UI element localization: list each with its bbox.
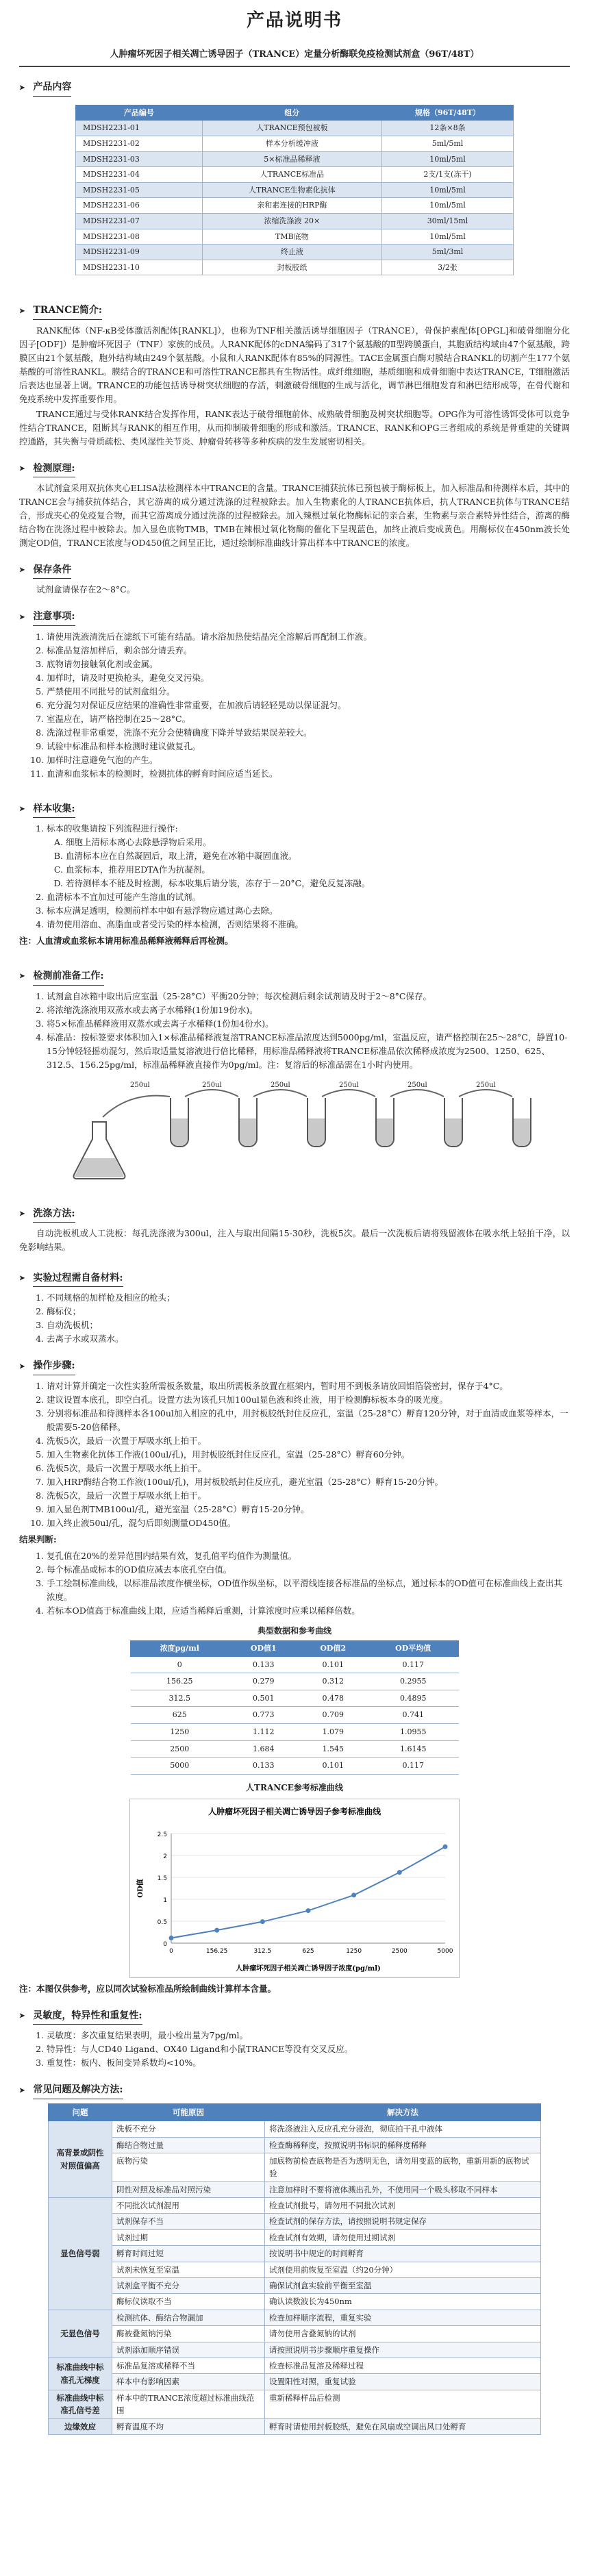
content-table-cell: 人TRANCE预包被板: [202, 121, 381, 136]
data-table-cell: 2500: [131, 1740, 229, 1758]
content-table-cell: 10ml/5ml: [382, 182, 514, 198]
content-table-row: [76, 151, 514, 167]
trouble-cause-cell: 孵育时间过短: [112, 2246, 265, 2262]
trouble-cause-cell: 酶被叠氮钠污染: [112, 2326, 265, 2342]
trouble-solution-cell: 确认读数波长为450nm: [265, 2294, 541, 2310]
trouble-solution-cell: 确保试剂盒实验前平衡至室温: [265, 2278, 541, 2294]
trouble-table-header: 解决方法: [265, 2103, 541, 2121]
trouble-solution-cell: 请勿使用含叠氮钠的试剂: [265, 2326, 541, 2342]
x-tick-label: 1250: [346, 1947, 362, 1955]
section-content-heading: ➤ 产品内容: [19, 79, 570, 96]
data-table-cell: 0.117: [368, 1758, 459, 1775]
content-table-cell: MDSH2231-03: [76, 151, 203, 167]
trouble-cause-cell: 试剂盒平衡不充分: [112, 2278, 265, 2294]
x-tick-label: 0: [169, 1947, 173, 1955]
section-notes-heading: ➤ 注意事项:: [19, 609, 570, 625]
data-table-header: 浓度pg/ml: [131, 1641, 229, 1657]
trouble-table-row: [49, 2121, 541, 2137]
trouble-table-row: [49, 2390, 541, 2418]
content-table-cell: TMB底物: [202, 229, 381, 245]
data-table-cell: 1.684: [229, 1740, 298, 1758]
x-axis-label: 人肿瘤坏死因子相关凋亡诱导因子浓度(pg/ml): [236, 1964, 381, 1973]
series-line: [171, 1847, 445, 1938]
data-table-row: [131, 1707, 459, 1724]
trouble-cause-cell: 阴性对照及标准品对照污染: [112, 2181, 265, 2197]
collection-sublist: [47, 836, 570, 890]
content-table-cell: 10ml/5ml: [382, 151, 514, 167]
section-principle-heading: ➤ 检测原理:: [19, 461, 570, 477]
bullet-arrow-icon: ➤: [19, 805, 25, 814]
note-item: 1. 请使用洗液清洗后在滤纸下可能有结晶。请水浴加热使结晶完全溶解后再配制工作液。: [47, 630, 570, 644]
material-item: 4. 去离子水或双蒸水。: [47, 1332, 570, 1346]
trouble-table-row: [49, 2418, 541, 2434]
note-item: 11. 血清和血浆标本的检测时，检测抗体的孵育时间应适当延长。: [47, 767, 570, 781]
content-table-row: [76, 121, 514, 136]
trouble-problem-cell: 边缘效应: [49, 2418, 112, 2434]
result-item: 2. 每个标准品或标本的OD值应减去本底孔空白值。: [47, 1563, 570, 1577]
collection-item: 1. 标本的收集请按下列流程进行操作: A. 细胞上清标本离心去除悬浮物后采用。 B. 血清标本应在自然凝固后，取上清，避免在冰箱中凝固血液。 C. 血浆标本，推荐用EDTA作为抗凝剂。 D. 若待测样本不能及时检测，标本收集后请分装，冻存于－20°C，避免反复冻融。: [47, 822, 570, 890]
step-item: 2. 建议设置本底孔，即空白孔。设置方法为该孔只加100ul显色液和终止液，用于检测酶标板本身的吸光度。: [47, 1393, 570, 1407]
data-table-cell: 1.079: [299, 1723, 368, 1740]
data-point: [443, 1845, 448, 1849]
note-item: 10. 加样时注意避免气泡的产生。: [47, 753, 570, 767]
data-point: [169, 1936, 174, 1940]
trouble-cause-cell: 孵育温度不均: [112, 2418, 265, 2434]
data-table-row: [131, 1740, 459, 1758]
data-point: [351, 1892, 356, 1897]
results-title: 结果判断:: [19, 1534, 57, 1545]
data-table-cell: 1.112: [229, 1723, 298, 1740]
note-item: 7. 室温应在，请严格控制在25～28°C。: [47, 712, 570, 726]
sensitivity-item: 2. 特异性：与人CD40 Ligand、OX40 Ligand和小鼠TRANCE等没有交叉反应。: [47, 2042, 570, 2056]
document-page: [0, 7, 589, 2443]
trouble-solution-cell: 设置阳性对照，重复试验: [265, 2374, 541, 2390]
bullet-arrow-icon: ➤: [19, 2086, 25, 2094]
data-table-header: OD值1: [229, 1641, 298, 1657]
trouble-solution-cell: 请按照说明书步骤顺序重复操作: [265, 2342, 541, 2358]
material-item: 2. 酶标仪；: [47, 1305, 570, 1318]
trouble-table-row: [49, 2262, 541, 2277]
trouble-table-row: [49, 2181, 541, 2197]
content-table-row: [76, 182, 514, 198]
data-table-caption: 典型数据和参考曲线: [257, 1625, 331, 1636]
test-tube-icon: [170, 1098, 189, 1147]
data-table-cell: 1.545: [299, 1740, 368, 1758]
data-table-cell: 0.4895: [368, 1690, 459, 1707]
result-item: 1. 复孔值在20%的差异范围内结果有效，复孔值平均值作为测量值。: [47, 1549, 570, 1563]
trouble-table-row: [49, 2310, 541, 2325]
trouble-cause-cell: 酶结合物过量: [112, 2137, 265, 2153]
trouble-solution-cell: 检查试剂批号，请勿用不同批次试剂: [265, 2198, 541, 2214]
trouble-solution-cell: 将洗涤液注入反应孔充分浸泡，彻底拍干孔中液体: [265, 2121, 541, 2137]
content-table-row: [76, 260, 514, 275]
trouble-solution-cell: 试剂使用前恢复至室温（约20分钟）: [265, 2262, 541, 2277]
x-tick-label: 5000: [437, 1947, 453, 1955]
collection-item: 2. 血清标本不宜加过可能产生溶血的试剂。: [47, 890, 570, 904]
trouble-table-header: 问题: [49, 2103, 112, 2121]
content-table-cell: MDSH2231-08: [76, 229, 203, 245]
step-item: 10. 加入终止液50ul/孔，混匀后即刻测量OD450值。: [47, 1516, 570, 1530]
note-item: 3. 底物请勿接触氧化剂或金属。: [47, 658, 570, 671]
data-table-cell: 0.101: [299, 1656, 368, 1673]
material-item: 1. 不同规格的加样枪及相应的枪头；: [47, 1291, 570, 1305]
content-table: [75, 105, 514, 276]
trouble-solution-cell: 按说明书中规定的时间孵育: [265, 2246, 541, 2262]
content-table-cell: 30ml/15ml: [382, 213, 514, 229]
content-table-cell: 人TRANCE生物素化抗体: [202, 182, 381, 198]
standard-curve-svg: [130, 1799, 459, 1977]
intro-paragraph: TRANCE通过与受体RANK结合发挥作用，RANK表达于破骨细胞前体、成熟破骨细胞及树突状细胞等。OPG作为可溶性诱饵受体可以竞争性结合TRANCE，阻断其与RANK的相互作用，从而抑制破骨细胞的形成和激活。TRANCE、RANK和OPG三者组成的系统是骨重建的关键调控通路，其失衡与骨质疏松、类风湿性关节炎、肿瘤骨转移等多种疾病的发生发展密切相关。: [19, 408, 570, 447]
intro-paragraph: RANK配体（NF-κB受体激活剂配体[RANKL]），也称为TNF相关激活诱导细胞因子（TRANCE），骨保护素配体[OPGL]和破骨细胞分化因子[ODF]）是肿瘤坏死因子（TNF）家族的成员。人RANK配体的cDNA编码了317个氨基酸的Ⅱ型跨膜蛋白，其胞质结构域由47个氨基酸，跨膜区由21个氨基酸，胞外结构域由249个氨基酸。小鼠和人RANK配体有85%的同源性。TACE金属蛋白酶对膜结合RANKL的切割产生177个氨基酸的可溶性RANKL。膜结合的TRANCE和可溶性TRANCE都具有生物活性。成纤维细胞，基质细胞和成骨细胞中表达TRANCE，T细胞激活后表达也显著上调。TRANCE的功能包括诱导树突状细胞的存活，刺激破骨细胞的生成与活化，调节淋巴细胞发育和淋巴结形成等，在骨代谢和免疫系统中发挥重要作用。: [19, 325, 570, 404]
trouble-table-row: [49, 2137, 541, 2153]
section-intro-heading: ➤ TRANCE简介:: [19, 303, 570, 319]
preparation-item: 2. 将浓缩洗涤液用双蒸水或去离子水稀释(1份加19份水)。: [47, 1003, 570, 1017]
section-collection-heading: ➤ 样本收集:: [19, 801, 570, 818]
y-tick-label: 2: [163, 1853, 167, 1860]
test-tube-icon: [512, 1098, 531, 1147]
storage-text: 试剂盒请保存在2～8°C。: [36, 584, 136, 595]
step-item: 1. 请对计算并确定一次性实验所需板条数量，取出所需板条放置在框架内，暂时用不到板条请放回铝箔袋密封，保存于4°C。: [47, 1379, 570, 1393]
sensitivity-list: [19, 2029, 570, 2070]
step-item: 8. 洗板5次，最后一次置于厚吸水纸上拍干。: [47, 1489, 570, 1503]
content-table-row: [76, 136, 514, 151]
data-table-header: OD平均值: [368, 1641, 459, 1657]
trouble-problem-cell: 无显色信号: [49, 2310, 112, 2358]
dilution-volume-label: 250ul: [408, 1081, 427, 1089]
bullet-arrow-icon: ➤: [19, 1275, 25, 1283]
y-axis-label: OD值: [137, 1879, 145, 1898]
trouble-cause-cell: 酶标仪读取不当: [112, 2294, 265, 2310]
step-item: 4. 洗板5次，最后一次置于厚吸水纸上拍干。: [47, 1434, 570, 1448]
collection-subitem: A. 细胞上清标本离心去除悬浮物后采用。: [66, 836, 570, 849]
content-table-cell: 5ml/3ml: [382, 245, 514, 260]
section-sensitivity-heading: ➤ 灵敏度，特异性和重复性:: [19, 2008, 570, 2025]
collection-item: 3. 标本应满足透明，检测前样本中如有悬浮物应通过离心去除。: [47, 904, 570, 918]
document-title: 产品说明书: [246, 10, 342, 31]
trouble-problem-cell: 显色信号弱: [49, 2198, 112, 2310]
data-table-cell: 0.133: [229, 1656, 298, 1673]
trouble-table-row: [49, 2294, 541, 2310]
trouble-cause-cell: 试剂过期: [112, 2229, 265, 2245]
content-table-cell: MDSH2231-10: [76, 260, 203, 275]
trouble-table-row: [49, 2153, 541, 2181]
collection-subitem: B. 血清标本应在自然凝固后，取上清，避免在冰箱中凝固血液。: [66, 849, 570, 863]
bullet-arrow-icon: ➤: [19, 464, 25, 473]
trouble-solution-cell: 重新稀释样品后检测: [265, 2390, 541, 2418]
data-table-body: [131, 1656, 459, 1774]
content-table-cell: 3/2张: [382, 260, 514, 275]
content-table-cell: 10ml/5ml: [382, 198, 514, 214]
materials-list: [19, 1291, 570, 1346]
trouble-table-row: [49, 2342, 541, 2358]
trouble-cause-cell: 试剂未恢复至室温: [112, 2262, 265, 2277]
data-table-row: [131, 1656, 459, 1673]
content-table-row: [76, 198, 514, 214]
x-tick-label: 156.25: [205, 1947, 228, 1955]
bullet-arrow-icon: ➤: [19, 1210, 25, 1218]
data-table-cell: 5000: [131, 1758, 229, 1775]
trouble-table-row: [49, 2198, 541, 2214]
section-troubleshoot-heading: ➤ 常见问题及解决方法:: [19, 2082, 570, 2099]
section-wash-heading: ➤ 洗涤方法:: [19, 1206, 570, 1223]
trouble-solution-cell: 检查酶稀释度，按照说明书标识的稀释度稀释: [265, 2137, 541, 2153]
steps-list: [19, 1379, 570, 1530]
note-item: 5. 严禁使用不同批号的试剂盒组分。: [47, 685, 570, 699]
content-table-cell: 10ml/5ml: [382, 229, 514, 245]
data-point: [306, 1908, 311, 1913]
trouble-table-row: [49, 2358, 541, 2373]
wash-text: 自动洗板机或人工洗板：每孔洗涤液为300ul，注入与取出间隔15-30秒，洗板5次。最后一次洗板后请将残留液体在吸水纸上轻拍干净，以免影响结果。: [19, 1228, 570, 1253]
content-table-cell: MDSH2231-09: [76, 245, 203, 260]
content-table-cell: 封板胶纸: [202, 260, 381, 275]
data-table-cell: 1250: [131, 1723, 229, 1740]
content-table-row: [76, 167, 514, 183]
data-point: [397, 1870, 402, 1875]
data-table-cell: 0.312: [299, 1673, 368, 1690]
content-table-row: [76, 229, 514, 245]
notes-list: [19, 630, 570, 781]
data-table-cell: 0.478: [299, 1690, 368, 1707]
bullet-arrow-icon: ➤: [19, 307, 25, 315]
trouble-solution-cell: 加底物前检查底物是否为透明无色，请勿用变蓝的底物，重新用新的底物试验: [265, 2153, 541, 2181]
x-tick-label: 2500: [391, 1947, 408, 1955]
content-table-cell: 2支/1支(冻干): [382, 167, 514, 183]
trouble-table-row: [49, 2229, 541, 2245]
y-tick-label: 1: [163, 1897, 167, 1904]
step-item: 3. 分别将标准品和待测样本各100ul加入相应的孔中，用封板胶纸封住反应孔，室温（25-28°C）孵育120分钟，对于血清或血浆等样本，一般需要5-20倍稀释。: [47, 1407, 570, 1434]
preparation-item: 1. 试剂盒自冰箱中取出后应室温（25-28°C）平衡20分钟；每次检测后剩余试剂请及时于2～8°C保存。: [47, 990, 570, 1003]
trouble-solution-cell: 孵育时请使用封板胶纸，避免在风扇或空调出风口处孵育: [265, 2418, 541, 2434]
data-table-cell: 0.709: [299, 1707, 368, 1724]
data-table-cell: 0.2955: [368, 1673, 459, 1690]
content-table-header: 组分: [202, 105, 381, 121]
section-materials-heading: ➤ 实验过程需自备材料:: [19, 1271, 570, 1287]
trouble-solution-cell: 检查加样顺序流程，重复实验: [265, 2310, 541, 2325]
trouble-table-row: [49, 2278, 541, 2294]
trouble-problem-cell: 标准曲线中标准孔信号差: [49, 2390, 112, 2418]
content-table-cell: 浓缩洗涤液 20×: [202, 213, 381, 229]
trouble-table-header: 可能原因: [112, 2103, 265, 2121]
content-table-cell: 5ml/5ml: [382, 136, 514, 151]
content-table-cell: 人TRANCE标准品: [202, 167, 381, 183]
data-table-cell: 156.25: [131, 1673, 229, 1690]
serial-dilution-diagram: [48, 1077, 541, 1194]
content-table-cell: 12条×8条: [382, 121, 514, 136]
collection-subitem: D. 若待测样本不能及时检测，标本收集后请分装，冻存于－20°C，避免反复冻融。: [66, 877, 570, 890]
data-table-cell: 0.279: [229, 1673, 298, 1690]
trouble-cause-cell: 试剂添加顺序错误: [112, 2342, 265, 2358]
bullet-arrow-icon: ➤: [19, 1362, 25, 1371]
typical-data-table: [130, 1640, 459, 1775]
trouble-cause-cell: 样本中有影响因素: [112, 2374, 265, 2390]
test-tube-icon: [444, 1098, 463, 1147]
content-table-cell: MDSH2231-06: [76, 198, 203, 214]
dilution-arrows: [48, 1077, 541, 1194]
bullet-arrow-icon: ➤: [19, 973, 25, 981]
content-table-cell: 终止液: [202, 245, 381, 260]
trouble-table-row: [49, 2326, 541, 2342]
data-table-cell: 0.117: [368, 1656, 459, 1673]
test-tube-icon: [375, 1098, 394, 1147]
collection-item: 4. 请勿使用溶血、高脂血或者受污染的样本检测，否则结果将不准确。: [47, 918, 570, 931]
preparation-item: 3. 将5×标准品稀释液用双蒸水或去离子水稀释(1份加4份水)。: [47, 1017, 570, 1031]
sensitivity-item: 1. 灵敏度：多次重复结果表明，最小检出量为7pg/ml。: [47, 2029, 570, 2042]
sensitivity-item: 3. 重复性：板内、板间变异系数均<10%。: [47, 2056, 570, 2070]
y-tick-label: 0: [163, 1940, 167, 1948]
content-table-cell: 亲和素连接的HRP酶: [202, 198, 381, 214]
troubleshoot-table: [48, 2103, 541, 2435]
trouble-problem-cell: 标准曲线中标准孔无梯度: [49, 2358, 112, 2390]
y-tick-label: 1.5: [157, 1875, 167, 1882]
dilution-volume-label: 250ul: [202, 1081, 222, 1089]
x-tick-label: 625: [302, 1947, 314, 1955]
result-item: 3. 手工绘制标准曲线，以标准品浓度作横坐标，OD值作纵坐标，以平滑线连接各标准品的坐标点，通过标本的OD值可在标准曲线上查出其浓度。: [47, 1577, 570, 1604]
trouble-cause-cell: 标准品复溶或稀释不当: [112, 2358, 265, 2373]
chart-caption: 人TRANCE参考标准曲线: [246, 1782, 343, 1792]
collection-list: [19, 822, 570, 931]
x-tick-label: 312.5: [253, 1947, 272, 1955]
standard-curve-chart: [129, 1799, 460, 1978]
preparation-list: [19, 990, 570, 1072]
data-table-cell: 0.773: [229, 1707, 298, 1724]
data-table-header: OD值2: [299, 1641, 368, 1657]
data-table-cell: 1.6145: [368, 1740, 459, 1758]
dilution-volume-label: 250ul: [476, 1081, 496, 1089]
content-table-cell: MDSH2231-02: [76, 136, 203, 151]
trouble-solution-cell: 检查试剂的保存方法，请按照说明书规定保存: [265, 2214, 541, 2229]
content-table-cell: MDSH2231-04: [76, 167, 203, 183]
test-tube-icon: [307, 1098, 326, 1147]
collection-note: 注：人血清或血浆标本请用标准品稀释液稀释后再检测。: [19, 936, 234, 947]
data-table-cell: 0: [131, 1656, 229, 1673]
trouble-solution-cell: 检查试剂有效期，请勿使用过期试剂: [265, 2229, 541, 2245]
content-table-cell: 样本分析缓冲液: [202, 136, 381, 151]
trouble-cause-cell: 底物污染: [112, 2153, 265, 2181]
trouble-cause-cell: 不同批次试剂混用: [112, 2198, 265, 2214]
bullet-arrow-icon: ➤: [19, 566, 25, 575]
content-table-cell: MDSH2231-07: [76, 213, 203, 229]
principle-paragraph: 本试剂盒采用双抗体夹心ELISA法检测样本中TRANCE的含量。TRANCE捕获抗体已预包被于酶标板上，加入标准品和待测样本后，其中的TRANCE会与捕获抗体结合，其它游离的成分通过洗涤的过程被除去。加入生物素化的人TRANCE抗体后，抗人TRANCE抗体与TRANCE结合，形成夹心的免疫复合物，而其它游离成分通过洗涤的过程被除去。加入辣根过氧化物酶标记的亲合素，生物素与亲合素特异性结合，游离的酶结合物在洗涤过程中被除去。加入显色底物TMB，TMB在辣根过氧化物酶的催化下呈现蓝色，加终止液后变成黄色。用酶标仪在450nm波长处测定OD值，TRANCE浓度与OD450值之间呈正比，通过绘制标准曲线计算出样本中TRANCE的浓度。: [19, 483, 570, 549]
content-table-row: [76, 245, 514, 260]
trouble-solution-cell: 检查标准品复溶及稀释过程: [265, 2358, 541, 2373]
content-table-header: 产品编号: [76, 105, 203, 121]
dilution-volume-label: 250ul: [271, 1081, 290, 1089]
chart-note: 注：本图仅供参考，应以同次试验标准品所绘制曲线计算样本含量。: [19, 1983, 277, 1994]
bullet-arrow-icon: ➤: [19, 613, 25, 621]
data-point: [214, 1928, 219, 1933]
trouble-problem-cell: 高背景或阴性对照值偏高: [49, 2121, 112, 2198]
content-table-row: [76, 213, 514, 229]
step-item: 6. 洗板5次，最后一次置于厚吸水纸上拍干。: [47, 1462, 570, 1475]
content-table-body: [76, 121, 514, 275]
data-table-cell: 625: [131, 1707, 229, 1724]
chart-title: 人肿瘤坏死因子相关凋亡诱导因子参考标准曲线: [208, 1806, 381, 1816]
note-item: 4. 加样时，请及时更换枪头，避免交叉污染。: [47, 671, 570, 685]
bullet-arrow-icon: ➤: [19, 84, 25, 92]
trouble-table-row: [49, 2374, 541, 2390]
trouble-table-row: [49, 2246, 541, 2262]
dilution-volume-label: 250ul: [130, 1081, 150, 1089]
data-table-row: [131, 1758, 459, 1775]
trouble-cause-cell: 洗板不充分: [112, 2121, 265, 2137]
trouble-table-body: [49, 2121, 541, 2435]
test-tube-icon: [238, 1098, 258, 1147]
content-table-header: 规格（96T/48T）: [382, 105, 514, 121]
data-table-row: [131, 1673, 459, 1690]
document-subtitle: 人肿瘤坏死因子相关凋亡诱导因子（TRANCE）定量分析酶联免疫检测试剂盒（96T/48T）: [19, 48, 570, 68]
note-item: 6. 充分混匀对保证反应结果的准确性非常重要，在加液后请轻轻晃动以保证混匀。: [47, 699, 570, 712]
y-tick-label: 0.5: [157, 1918, 167, 1926]
data-table-cell: 1.0955: [368, 1723, 459, 1740]
step-item: 5. 加入生物素化抗体工作液(100ul/孔)，用封板胶纸封住反应孔，室温（25-28°C）孵育60分钟。: [47, 1448, 570, 1462]
y-tick-label: 2.5: [157, 1831, 167, 1838]
preparation-item: 4. 标准品：按标签要求体积加入1×标准品稀释液复溶TRANCE标准品浓度达到5000pg/ml，室温反应，请严格控制在25～28°C，静置10-15分钟轻轻摇动混匀，然后取适量复溶液进行倍比稀释，用标准品稀释液将TRANCE标准品依次稀释成浓度为2500、1250、625、312.5、156.25pg/ml，标准品稀释液直接作为0pg/ml。注：复溶后的标准品需在1小时内使用。: [47, 1031, 570, 1072]
results-list: [19, 1549, 570, 1618]
collection-subitem: C. 血浆标本，推荐用EDTA作为抗凝剂。: [66, 863, 570, 877]
data-table-cell: 0.741: [368, 1707, 459, 1724]
section-storage-heading: ➤ 保存条件: [19, 562, 570, 579]
trouble-solution-cell: 注意加样时不要将液体溅出孔外，不使用同一个吸头移取不同样本: [265, 2181, 541, 2197]
data-table-cell: 0.501: [229, 1690, 298, 1707]
trouble-cause-cell: 检测抗体、酶结合物漏加: [112, 2310, 265, 2325]
trouble-cause-cell: 样本中的TRANCE浓度超过标准曲线范围: [112, 2390, 265, 2418]
bullet-arrow-icon: ➤: [19, 2012, 25, 2021]
data-point: [260, 1919, 265, 1924]
material-item: 3. 自动洗板机；: [47, 1318, 570, 1332]
note-item: 9. 试验中标准品和样本检测时建议做复孔。: [47, 740, 570, 753]
content-table-cell: MDSH2231-05: [76, 182, 203, 198]
result-item: 4. 若标本OD值高于标准曲线上限，应适当稀释后重测，计算浓度时应乘以稀释倍数。: [47, 1604, 570, 1618]
trouble-table-row: [49, 2214, 541, 2229]
section-steps-heading: ➤ 操作步骤:: [19, 1358, 570, 1375]
data-table-row: [131, 1723, 459, 1740]
dilution-volume-label: 250ul: [339, 1081, 359, 1089]
data-table-cell: 312.5: [131, 1690, 229, 1707]
data-table-cell: 0.101: [299, 1758, 368, 1775]
note-item: 2. 标准品复溶加样后，剩余部分请丢弃。: [47, 644, 570, 658]
trouble-cause-cell: 试剂保存不当: [112, 2214, 265, 2229]
step-item: 9. 加入显色剂TMB100ul/孔，避光室温（25-28°C）孵育15-20分钟。: [47, 1503, 570, 1516]
content-table-cell: MDSH2231-01: [76, 121, 203, 136]
step-item: 7. 加入HRP酶结合物工作液(100ul/孔)，用封板胶纸封住反应孔，避光室温（25-28°C）孵育15-20分钟。: [47, 1475, 570, 1489]
note-item: 8. 洗涤过程非常重要，洗涤不充分会使精确度下降并导致结果误差较大。: [47, 726, 570, 740]
content-table-cell: 5×标准品稀释液: [202, 151, 381, 167]
section-preparation-heading: ➤ 检测前准备工作:: [19, 968, 570, 985]
data-table-cell: 0.133: [229, 1758, 298, 1775]
data-table-row: [131, 1690, 459, 1707]
